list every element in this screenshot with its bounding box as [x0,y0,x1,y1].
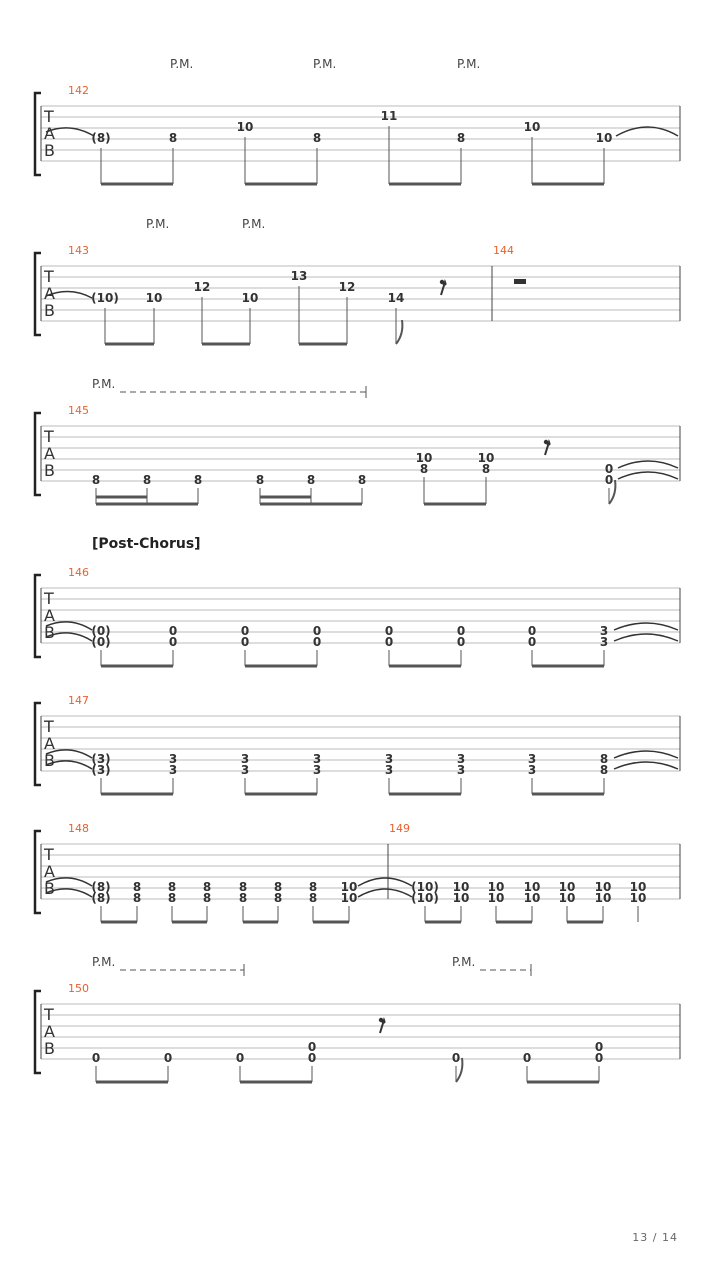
fret-number: 8 [132,891,142,905]
fret-number: 10 [629,891,647,905]
tab-clef-b: B [44,301,55,320]
system-bracket [35,703,41,785]
fret-number: 8 [91,473,101,487]
fret-number: 0 [456,624,466,638]
fret-number: 10 [558,891,576,905]
fret-number: (8) [91,131,111,145]
fret-number: 10 [452,891,470,905]
tab-staff [41,106,680,161]
fret-number: 3 [168,752,178,766]
fret-number: (8) [91,880,111,894]
palm-mute-label: P.M. [92,377,116,391]
fret-number: 8 [167,891,177,905]
fret-number: 14 [387,291,405,305]
rhythm-beams [101,906,638,922]
fret-number: 3 [456,752,466,766]
fret-number: 0 [240,624,250,638]
fret-number: 10 [629,880,647,894]
tab-clef-b: B [44,1039,55,1058]
measure-number: 148 [68,822,89,835]
fret-number: 8 [273,880,283,894]
system-bracket [35,413,41,495]
fret-number: 8 [168,131,178,145]
fret-number: 8 [481,462,491,476]
fret-number: 0 [307,1051,317,1065]
fret-number: 8 [273,891,283,905]
system-6 [35,822,680,922]
fret-number: 8 [238,880,248,894]
fret-number: 8 [167,880,177,894]
fret-number: 10 [236,120,254,134]
palm-mute-label: P.M. [146,217,170,231]
fret-number: 10 [487,880,505,894]
fret-number: 0 [384,624,394,638]
tab-clef-b: B [44,751,55,770]
rhythm-beams [101,778,604,794]
tab-clef-t: T [44,589,54,608]
fret-number: 3 [456,763,466,777]
fret-number: 10 [145,291,163,305]
fret-number: 10 [241,291,259,305]
tab-clef-t: T [44,1005,54,1024]
fret-number: 10 [452,880,470,894]
fret-number: 0 [307,1040,317,1054]
fret-number: 10 [523,891,541,905]
fret-number: 8 [202,891,212,905]
tie-arc [618,461,678,468]
fret-number: 0 [312,624,322,638]
tab-clef-a: A [44,1022,55,1041]
fret-number: 0 [594,1051,604,1065]
fret-number: 8 [357,473,367,487]
fret-number: 0 [168,624,178,638]
eighth-rest-icon [440,280,444,284]
fret-number: 3 [527,763,537,777]
palm-mute-label: P.M. [457,57,481,71]
fret-number: 0 [527,624,537,638]
fret-number: 8 [202,880,212,894]
system-2 [35,217,680,344]
system-3 [35,377,680,504]
fret-number: 0 [235,1051,245,1065]
tie-arc [614,634,678,641]
fret-number: 8 [142,473,152,487]
fret-number: 3 [168,763,178,777]
fret-number: 8 [599,752,609,766]
tab-clef-a: A [44,444,55,463]
fret-number: 3 [599,624,609,638]
tab-clef-a: A [44,606,55,625]
fret-number: 12 [193,280,211,294]
fret-number: 10 [523,880,541,894]
tab-clef-b: B [44,623,55,642]
tab-clef-a: A [44,284,55,303]
fret-number: 10 [477,451,495,465]
system-5 [35,694,680,794]
fret-number: 0 [604,473,614,487]
tab-clef-b: B [44,141,55,160]
measure-number: 149 [389,822,410,835]
system-bracket [35,253,41,335]
tab-staff [41,588,680,643]
fret-number: 3 [312,752,322,766]
tab-clef-t: T [44,267,54,286]
palm-mute-label: P.M. [313,57,337,71]
fret-number: (10) [411,891,439,905]
fret-number: 10 [523,120,541,134]
fret-number: 11 [380,109,398,123]
fret-number: 12 [338,280,356,294]
tab-clef-t: T [44,107,54,126]
fret-number: (3) [91,752,111,766]
fret-number: 3 [240,752,250,766]
palm-mute-label: P.M. [452,955,476,969]
fret-number: 0 [240,635,250,649]
section-label: [Post-Chorus] [92,536,201,552]
tie-arc [358,889,412,897]
fret-number: (10) [91,291,119,305]
tie-arc [614,751,678,758]
fret-number: 3 [527,752,537,766]
fret-number: (3) [91,763,111,777]
fret-number: 0 [604,462,614,476]
system-bracket [35,831,41,913]
fret-number: 0 [456,635,466,649]
fret-number: 8 [306,473,316,487]
tab-clef-a: A [44,124,55,143]
page-indicator: 13 / 14 [632,1231,678,1244]
system-bracket [35,575,41,657]
fret-number: 0 [91,1051,101,1065]
fret-number: 8 [132,880,142,894]
fret-number: 3 [384,763,394,777]
fret-column [91,752,608,777]
palm-mute-label: P.M. [170,57,194,71]
fret-number: 3 [384,752,394,766]
measure-number: 143 [68,244,89,257]
fret-column [91,624,608,649]
measure-number: 144 [493,244,514,257]
fret-number: 8 [193,473,203,487]
rhythm-beams [101,650,604,666]
fret-number: 8 [238,891,248,905]
tab-clef-a: A [44,862,55,881]
system-7 [35,955,680,1082]
tie-arc [618,472,678,479]
fret-number: 8 [308,880,318,894]
fret-number: 8 [255,473,265,487]
fret-number: 10 [594,880,612,894]
system-bracket [35,93,41,175]
tie-arc [614,762,678,769]
fret-number: 13 [290,269,308,283]
fret-number: 10 [487,891,505,905]
measure-number: 147 [68,694,89,707]
tab-staff [41,266,680,321]
fret-number: 0 [384,635,394,649]
eighth-rest-icon [379,1018,383,1022]
fret-number: (10) [411,880,439,894]
fret-number: 10 [340,880,358,894]
fret-number: 8 [312,131,322,145]
measure-number: 150 [68,982,89,995]
system-1 [35,57,680,184]
tab-clef-a: A [44,734,55,753]
fret-number: 0 [527,635,537,649]
tie-arc [614,623,678,630]
palm-mute-label: P.M. [242,217,266,231]
fret-number: (0) [91,624,111,638]
fret-number: 0 [312,635,322,649]
tab-staff [41,716,680,771]
system-4 [35,536,680,666]
fret-number: 0 [594,1040,604,1054]
fret-number: 8 [456,131,466,145]
palm-mute-label: P.M. [92,955,116,969]
fret-number: 10 [415,451,433,465]
eighth-rest-icon [544,440,548,444]
tie-arc [358,878,412,886]
measure-number: 142 [68,84,89,97]
half-rest-icon [514,279,526,284]
fret-number: 8 [308,891,318,905]
tab-clef-t: T [44,427,54,446]
fret-number: 8 [419,462,429,476]
fret-number: 3 [599,635,609,649]
measure-number: 146 [68,566,89,579]
tab-staff [41,1004,680,1059]
tab-clef-t: T [44,717,54,736]
fret-number: 10 [558,880,576,894]
fret-number: 10 [340,891,358,905]
fret-number: 0 [522,1051,532,1065]
fret-number: 10 [594,891,612,905]
tab-clef-t: T [44,845,54,864]
measure-number: 145 [68,404,89,417]
fret-number: 0 [451,1051,461,1065]
fret-number: 3 [312,763,322,777]
fret-number: 10 [595,131,613,145]
fret-number: (0) [91,635,111,649]
system-bracket [35,991,41,1073]
tab-clef-b: B [44,461,55,480]
fret-number: 0 [163,1051,173,1065]
fret-number: 3 [240,763,250,777]
tab-clef-b: B [44,879,55,898]
fret-number: (8) [91,891,111,905]
fret-number: 0 [168,635,178,649]
fret-number: 8 [599,763,609,777]
